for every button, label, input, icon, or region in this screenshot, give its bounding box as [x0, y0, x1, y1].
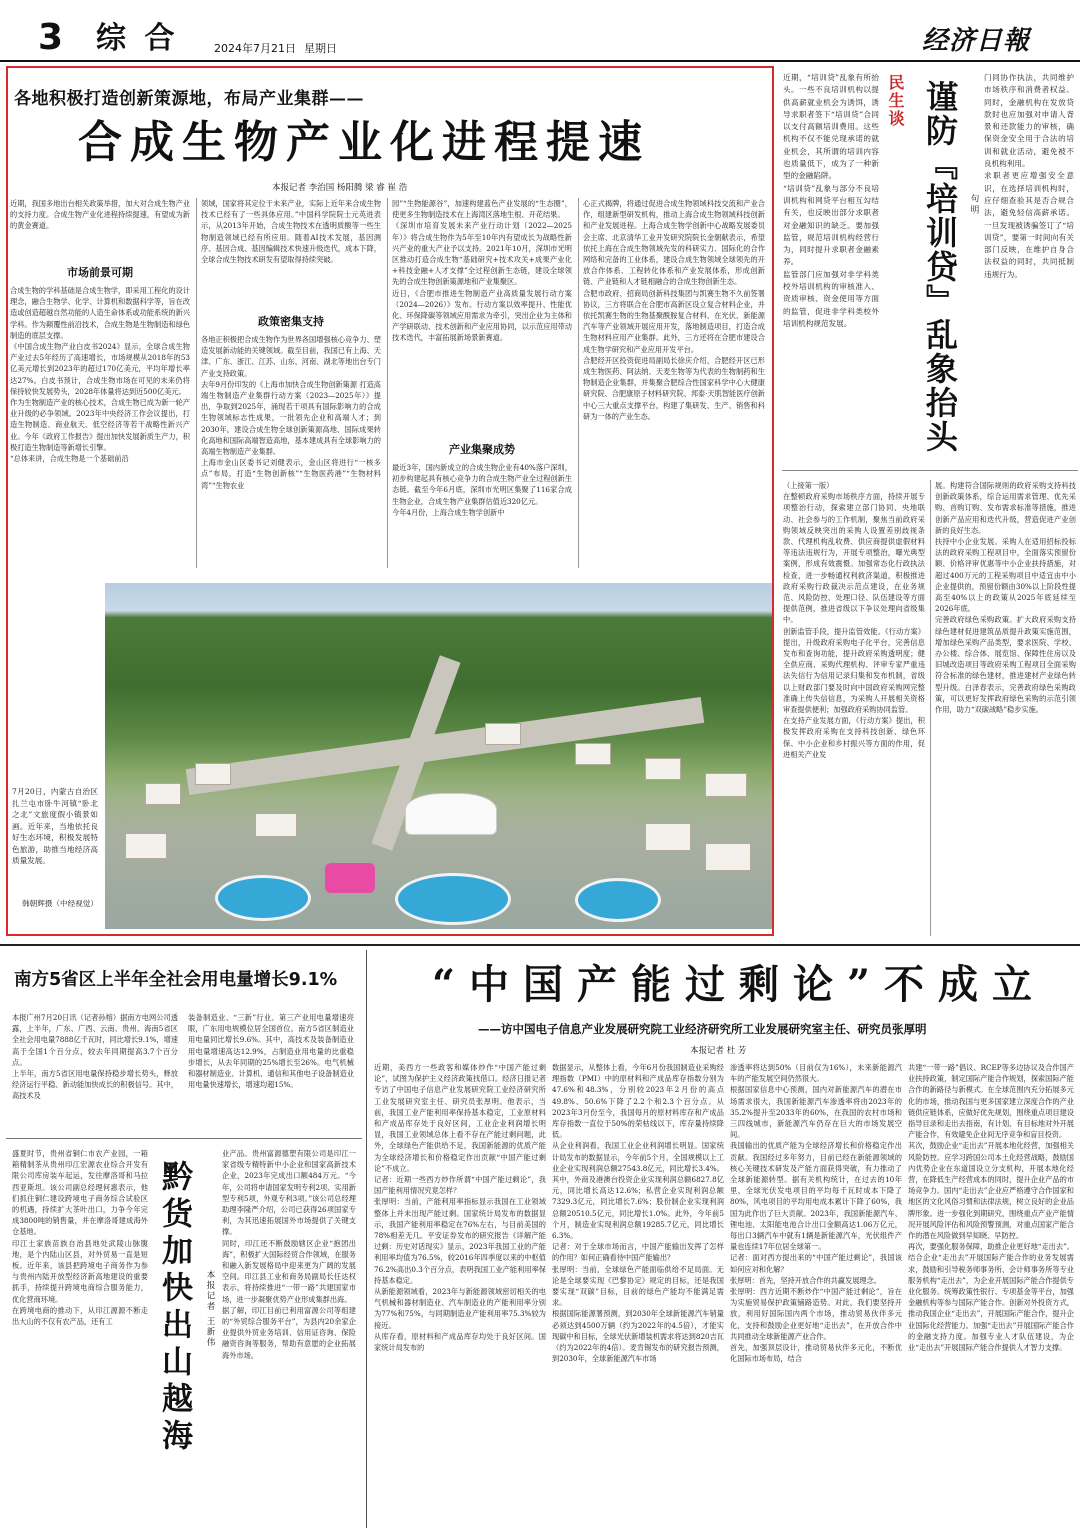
lead-column-2-intro: 领域，国家将其定位于未来产业，实际上近年来合成生物技术已经有了一些具体应用。”中国科学院院士元英进表示，从2013年开始，合成生物技术在透明质酸等一些生物制造领域已经有所应用。随着AI技术发展，基因测序、基因合成、基因编辑技术快速升级迭代，成本下降，全球合成生物技术研发有望取得持续突破。	[201, 199, 381, 265]
inflatable-slide	[325, 863, 375, 893]
opinion-column-b: 门同协作执法，共同维护市场秩序和消费者权益。同时，金融机构在发放贷款时也应加强对申请人背景和还款能力的审核，确保资金安全用于合法的培训和就业活动，避免被不良机构利用。 求职者更应增强安全意识，在选择培训机构时，应仔细查验其是否合规合法，避免轻信高薪承诺。一旦发现被诱骗签订了“培训贷”，要第一时间向有关部门反映，在维护自身合法权益的同时，共同抵制违规行为。	[984, 73, 1074, 279]
section-rule	[6, 1138, 362, 1139]
lead-column-3-intro: 园”“生物能源谷”，加速构建蓝色产业发展的“生态圈”，使更多生物制造技术在上海湾区落地生根、开花结果。 《深圳市培育发展未来产业行动计划（2022—2025年）》将合成生物作为5年至10年内有望成长为战略性新兴产业的重大产业予以支持。2021年10月，深圳市光明区推动打造合成生物“基础研究+技术攻关+成果产业化+科技金融+人才支撑”全过程创新生态链，建设全球领先的合成生物创新策源地和产业集聚区。 近日，《合肥市推进生物制造产业高质量发展行动方案（2024—2026）》发布。行动方案以效率提升、性能优化、环保降碳等领域应用需求为牵引，突出企业为主体和产学研联动、技术创新和产业应用协同，以示范应用带动技术迭代，丰富拓展新场景新赛道。	[392, 199, 572, 343]
cabin	[705, 773, 747, 797]
masthead-rule	[0, 60, 1080, 62]
column-divider	[930, 480, 931, 936]
interview-subtitle: ——访中国电子信息产业发展研究院工业经济研究所工业发展研究室主任、研究员张厚明	[478, 1022, 927, 1036]
interview-column-b: 数据显示，从整体上看，今年6月份我国制造业采购经理指数（PMI）中的原材料和产成品库存指数分别为47.6%和48.3%，分别较2023年2月份的高点49.8%、50.6%下降了2.2个和2.3个百分点。从2023年3月份至今，我国每月的原材料库存和产成品库存指数一直位于50%的荣枯线以下，库存量持续降低。 从企业利润看，我国工业企业利润增长明显。国家统计局发布的数据显示，今年前5个月，全国规模以上工业企业实现利润总额27543.8亿元，同比增长3.4%。其中，外商及港澳台投资企业实现利润总额6827.8亿元，同比增长高达12.6%；私营企业实现利润总额7329.3亿元，同比增长7.6%；股份制企业实现利润总额20510.5亿元，同比增长1.0%。此外，今年前5个月，制造业实现利润总额19285.7亿元，同比增长6.3%。 记者：对于全球市场而言，中国产能输出发挥了怎样的作用？如何正确看待中国产能输出？ 张厚明：当前，全球绿色产能面临供给不足局面。无论是全球要实现《巴黎协定》规定的目标，还是我国要实现“双碳”目标，目前的绿色产能均不能满足需求。 根据国际能源署预测，到2030年全球新能源汽车销量必须达到4500万辆（约为2022年的4.5倍），才能实现碳中和目标，全球光伏新增装机需求将达到820吉瓦（约为2022年的4倍）。麦肯锡发布的研究报告预测，到2030年，全球新能源汽车市场	[552, 1063, 724, 1364]
cabin	[255, 813, 297, 837]
cabin	[125, 833, 167, 859]
issue-weekday: 星期日	[304, 42, 337, 55]
interview-column-c: 渗透率将达到50%（目前仅为16%），未来新能源汽车的产能发展空间仍然很大。 根据国家信息中心预测，国内对新能源汽车的潜在市场需求很大，我国新能源汽车渗透率将由2023年的35.2%提升至2033年的60%，在我国的农村市场和三四线城市，新能源汽车仍存在巨大的市场发展空间。 我国输出的优质产能为全球经济增长和价格稳定作出贡献。我国经过多年努力，目前已经在新能源领域的核心关键技术研发及产能方面获得突破，有力推动了全球新能源转型。据有关机构统计，在过去的10年里，全球光伏发电项目的平均每千瓦时成本下降了80%，风电项目的平均用电成本累计下降了60%，我国为此作出了巨大贡献。2023年，我国新能源汽车、锂电池、太阳能电池合计出口金额高达1.06万亿元，每出口3辆汽车中就有1辆是新能源汽车，光伏组件产量也连续17年位居全球第一。 记者：面对西方提出来的“中国产能过剩论”，我国该如何应对和化解？ 张厚明：首先，坚持开放合作的共赢发展理念。 张厚明：西方近期不断炒作“中国产能过剩论”，旨在为实施贸易保护政策铺路造势。对此，我们要坚持开放，利用好国际国内两个市场，推动贸易伙伴多元化，支持和鼓励企业更好地“走出去”，在开放合作中共同推动全球新能源产业合作。 首先，加强顶层设计，推动贸易伙伴多元化，不断优化国际市场布局，结合	[730, 1063, 902, 1364]
guizhou-headline: 黔货加快出山越海	[156, 1160, 192, 1456]
lead-subhead-3: 产业集聚成势	[449, 443, 515, 456]
photo-caption: 7月20日，内蒙古自治区扎兰屯市卧牛河镇“卧北之北”文旅度假小镇景如画。近年来，当地依托良好生态环境，积极发展特色旅游，助推当地经济高质量发展。	[12, 787, 98, 865]
column-divider	[578, 198, 579, 568]
interview-headline: “中国产能过剩论”不成立	[432, 961, 1047, 1008]
cabin	[645, 758, 681, 780]
inflatable-pool	[215, 875, 311, 921]
interview-column-d: 共建“一带一路”倡议、RCEP等多边协议及合作国产业扶持政策，制定国际产能合作规划，探索国际产能合作的新路径与新模式。在全球范围内充分拓展多元化的市场，推动我国与更多国家建立深度合作的产业链供应链体系，应做好优先规划，围绕重点项目建设指导目录和走出去指南，有计划、有目标地对外开展产能合作，有效避免企业间无序竞争和盲目投资。 其次，鼓励企业“走出去”开展本地化经营，加强相关风险防控。应学习跨国公司本土化经营战略，鼓励国内优势企业在东道国设立分支机构，开展本地化经营，在降低生产经营成本的同时，提升企业产品的市场竞争力。国内“走出去”企业应严格遵守合作国家和地区的文化风俗习惯和法律法规，树立良好的企业品牌形象。进一步强化到期研究，围绕重点产业产能情况开展风险评估和风险预警预测，对重点国家产能合作的潜在风险做到早知晓、早防控。 再次，要强化服务保障，助推企业更好地“走出去”。结合企业“走出去”开展国际产能合作的业务发展需求，鼓励和引导税务师事务所、会计师事务所等专业服务机构“走出去”，为企业开展国际产能合作提供专业化服务。统筹政策性银行、专项基金等平台，加强金融机构等参与国际产能合作。创新对外投资方式，推动我国企业“走出去”，开展国际产能合作，提升企业国际化经营能力。加强“走出去”开展国际产能合作的金融支持力度。加强专业人才队伍建设，为企业“走出去”开展国际产能合作提供人才智力支撑。	[908, 1063, 1074, 1353]
procurement-column-b: 展。构建符合国际规则的政府采购支持科技创新政策体系，综合运用需求管理、优先采购、首购订购、发布需求标准等措施，推进创新产品应用和迭代升级，营造促进产业创新的良好生态。 扶持中小企业发展。采购人在适用招标投标法的政府采购工程项目中，全面落实预留份额、价格评审优惠等中小企业扶持措施，对超过400万元的工程采购项目中适宜由中小企业提供的，预留份额由30%以上阶段性提高至40%以上的政策从2025年底延续至2026年底。 完善政府绿色采购政策。扩大政府采购支持绿色建材促进建筑品质提升政策实施范围，增加绿色采购产品类型，要求医院、学校、办公楼、综合体、展览馆、保障性住房以及旧城改造项目等政府采购工程项目全面采购符合标准的绿色建材，推进建材产业绿色转型升级。白泽春表示，完善政府绿色采购政策，可以更好发挥政府绿色采购的示范引领作用，助力“双碳战略”稳步实施。	[935, 481, 1076, 715]
power-column-b: 装备制造业、“三新”行业、第三产业用电量增速亮眼，广东用电规模位居全国首位。南方5省区制造业用电量同比增长9.6%。其中，高技术及装备制造业用电量增速高达12.9%，占制造业用电量的比重稳步增长，从去年同期的25%增长至26%。电气机械和器材制造业、计算机、通信和其他电子设备制造业用电量快速增长，增速均超15%。	[188, 1013, 354, 1090]
tent-pavilion	[405, 793, 497, 835]
lead-column-1-intro: 近期，我国多地出台相关政策举措，加大对合成生物产业的支持力度。合成生物产业化进程持续提速，有望成为新的黄金赛道。	[10, 199, 190, 231]
lead-subhead-1: 市场前景可期	[67, 266, 133, 279]
cabin	[575, 743, 611, 765]
opinion-headline: 谨防『培训贷』乱象抬头	[921, 80, 959, 454]
paper-logo: 经济日報	[922, 26, 1031, 56]
cabin	[145, 783, 181, 805]
procurement-column-a: （上接第一版） 在整顿政府采购市场秩序方面，持续开展专项整治行动，探索建立部门协同、央地联动、社会参与的工作机制，聚焦当前政府采购领域反映突出的采购人设置差别歧视条款、代理机构乱收费、供应商提供虚假材料等违法违规行为，开展专项整治，曝光典型案例，形成有效震慑。加强常态化行政执法检查，进一步畅通权利救济渠道，积极推进政府采购行政裁决示范点建设，在业务规范、风险防控、处理口径、队伍建设等方面提供范例，推进省级以下争议处理向省级集中。 创新监管手段，提升监管效能。《行动方案》提出，升级政府采购电子化平台，完善信息发布和查询功能，提升政府采购透明度；健全供应商、采购代理机构、评审专家严重违法失信行为信用记录归集和发布机制，省级以上财政部门要及时向中国政府采购网完整准确上传失信信息，为采购人开展相关资格审查提供便利；加强政府采购协同监管。 在支持产业发展方面，《行动方案》提出，积极发挥政府采购在支持科技创新、绿色环保、中小企业和乡村振兴等方面的作用，促进相关产业发	[783, 481, 925, 759]
cabin	[195, 763, 231, 785]
page-number: 3	[38, 17, 64, 58]
guizhou-column-b: 业产品。贵州富源德塑有限公司是印江一家省级专精特新中小企业和国家高新技术企业，2023年完成出口额484万元。“今年，公司将申请国家发明专利2项、实用新型专利5项，外观专利3项。”该公司总经理助理李隆严介绍，公司已获得26项国家专利，为其迅速拓展国外市场提供了关键支撑。 同时，印江还不断鼓励辖区企业“抱团出海”，积极扩大国际经贸合作领域，在服务和融入新发展格局中迎来更为广阔的发展空间。印江县工业和商务局副局长任达权表示，将持续推进“一带一路”共建国家市场，进一步凝聚优势产业形成集群出海。 据了解，印江目前已利用富源公司等组建的“外贸综合服务平台”，为县内20余家企业提供外贸业务培训、信用证咨询、保险融资咨询等服务，帮助有意愿的企业拓展海外市场。	[222, 1149, 356, 1360]
cabin	[645, 823, 691, 851]
column-divider	[196, 198, 197, 568]
lead-byline: 本报记者 李治国 杨阳腾 梁 睿 崔 浩	[272, 183, 408, 193]
section-rule	[782, 470, 1078, 471]
opinion-column-a: 近期，“培训贷”乱象有所抬头。一些不良培训机构以提供高薪就业机会为诱饵，诱导求职者签下“培训贷”合同以支付高额培训费用。这些机构不仅不能兑现承诺的就业机会，其所谓的培训内容也质量低下，成为了一种新型的金融陷阱。 “培训贷”乱象与部分不良培训机构和网贷平台相互勾结有关，也反映出部分求职者对金融知识的缺乏。要加强监管，规范培训机构经营行为，同时提升求职者金融素养。 监管部门应加强对非学科类校外培训机构的审核准入、资质审核、资金使用等方面的监管，促进非学科类校外培训机构规范发展。	[783, 73, 879, 328]
interview-column-a: 近期，美西方一些政客和媒体炒作“中国产能过剩论”，试图为保护主义经济政策找借口。经济日报记者专访了中国电子信息产业发展研究院工业经济研究所工业发展研究室主任、研究员张厚明。他表示，当前，我国工业产能利用率保持基本稳定，工业原材料和产成品库存处于良好区间，工业企业利润增长明显，我国工业领域总体上看不存在产能过剩问题，此外，全球绿色产能供给不足，我国新能源的优质产能为全球经济增长和价格稳定作出贡献“中国产能过剩论”不成立。 记者：近期一些西方炒作所谓“中国产能过剩论”，我国产能利用情况究竟怎样？ 张厚明：当前，产能利用率指标显示我国在工业领域整体上并未出现产能过剩。国家统计局发布的数据显示，我国产能利用率稳定在76%左右，与目前美国的78%相差无几。平安证券发布的研究报告《详解产能过剩：历史对话现实》显示，2023年我国工业的产能利用率均值为76.5%，较2016年四季度以来的中枢值76.2%高出0.3个百分点，表明我国工业产能利用率保持基本稳定。 从新能源领域看，2023年与新能源领域密切相关的电气机械和器材制造业、汽车制造业的产能利用率分别为77%和75%，与同期制造业产能利用率75.3%较为接近。 从库存看，原材料和产成品库存均处于良好区间。国家统计局发布的	[374, 1063, 546, 1353]
section-rule	[0, 944, 1080, 946]
cabin	[485, 723, 521, 745]
inflatable-pool	[575, 878, 661, 922]
power-column-a: 本报广州7月20日讯（记者孙榕）据南方电网公司透露，上半年，广东、广西、云南、贵州、海南5省区全社会用电量7888亿千瓦时，同比增长9.1%，增速高于全国1个百分点，较去年同期提高3.7个百分点。 上半年，南方5省区用电量保持稳步增长势头，释放经济运行平稳、新动能加快成长的积极信号。其中，高技术及	[12, 1013, 178, 1101]
lead-subhead-2: 政策密集支持	[258, 315, 324, 328]
resort-aerial-photo	[105, 583, 772, 929]
opinion-column-label: 民生谈	[886, 74, 905, 128]
interview-byline: 本报记者 杜 芳	[690, 1046, 747, 1056]
guizhou-column-a: 盛夏时节，贵州省铜仁市农产业园，一箱箱精制茶从贵州印江宏源农业综合开发有限公司库房装车起运，发往摩洛哥和马拉西亚斯坦。该公司副总经理何惠表示，他们抓住铜仁建设跨境电子商务综合试验区的机遇，持续扩大茶叶出口，力争今年完成3800吨的销售量，并在摩洛哥建成海外仓基地。 印江土家族苗族自治县地处武陵山脉腹地，是个内陆山区县，对外贸易一直是短板。近年来，该县把跨境电子商务作为参与贵州内陆开放型经济新高地建设的重要抓手，持续提升跨境电商综合服务能力，优化营商环境。 在跨境电商的推动下，从印江源源不断走出大山的不仅有农产品，还有工	[12, 1149, 148, 1327]
section-divider	[366, 950, 367, 1528]
lead-column-2-body: 各地正积极把合成生物作为世界各国增强核心竞争力、塑造发展新动能的关键领域。截至目前，我国已有上海、天津、广东、浙江、江苏、山东、河南、湖北等地出台专门产业支持政策。 去年9月份印发的《上海市加快合成生物创新策源 打造高端生物制造产业集群行动方案（2023—2025年）》提出，争取到2025年，涌现若干项具有国际影响力的合成生物领域标志性成果，一批领先企业和高端人才；到2030年，建设合成生物全球创新策源高地、国际成果转化高地和国际高端智造高地，基本建成具有全球影响力的高端生物制造产业集群。 上海市金山区委书记刘健表示，金山区将进行“一核多点”布局，打造“生物创新核”“生物医药港”“生物材料湾”“生物农业	[201, 335, 381, 490]
power-headline: 南方5省区上半年全社会用电量增长9.1%	[14, 970, 338, 990]
lead-column-1-body: 合成生物的学科基础是合成生物学，即采用工程化的设计理念，融合生物学、化学、计算机和数据科学等，旨在改造或创造超越自然功能的人造生命体系或功能系统的新兴学科。作为颠覆性前沿技术，合成生物是生物制造和绿色制造的底层支撑。 《中国合成生物产业白皮书2024》显示，全球合成生物产业过去5年经历了高速增长，市场规模从2018年的53亿美元增长到2023年的超过170亿美元，平均年增长率达27%。白皮书预计，合成生物市场在可见的未来仍将保持较快发展势头，2028年体量将达到近500亿美元。 作为生物制造产业的核心技术，合成生物已成为新一轮产业升级的必争领域。2023年中央经济工作会议提出，打造生物制造、商业航天、低空经济等若干战略性新兴产业。今年《政府工作报告》提出加快发展新质生产力，积极打造生物制造等新增长引擎。 “总体来讲，合成生物是一个基础前沿	[10, 286, 190, 464]
section-name: 综 合	[96, 21, 179, 56]
lead-headline: 合成生物产业化进程提速	[78, 117, 650, 168]
lead-column-3-body: 最近3年，国内新成立的合成生物企业有40%落户深圳，初步构建起具有核心竞争力的合成生物产业全过程创新生态链。截至今年6月底，深圳市光明区集聚了116家合成生物企业，合成生物产业集群估值近320亿元。 今年4月份，上海合成生物学创新中	[392, 463, 572, 517]
road-graphic	[186, 697, 705, 795]
opinion-author: 句 明	[969, 194, 979, 214]
guizhou-byline: 本报记者 王新伟	[205, 1270, 215, 1349]
issue-date: 2024年7月21日	[214, 42, 296, 55]
inflatable-pool	[395, 873, 511, 925]
photo-credit: 韩朝辉摄（中经视觉）	[22, 899, 98, 908]
lead-kicker: 各地积极打造创新策源地，布局产业集群——	[14, 89, 364, 109]
lead-column-4: 心正式揭牌，将通过促进合成生物领域科技交流和产业合作，组建新型研发机构，推动上海合成生物领域科技创新和产业发展进程。上海合成生物学创新中心战略发展委员会主席、北京清华工业开发研究院院长金朝献表示，希望依托上海在合成生物领域先发的科研实力、国际化的合作网络和完备的工业体系，建设合成生物领域全球领先的开放合作体系、工程转化体系和产业发展体系，形成创新链、产业链和人才链相融合的合成生物创新生态。 合肥市政府、招商局创新科技集团与凯赛生物不久前签署协议，三方将联合在合肥市高新区设立复合材料企业，并依托凯赛生物的生物基聚酰胺复合材料、在光伏、新能源汽车等产业领域开展应用开发，落地制造项目，打造合成生物材料应用产业集群。此外，三方还将在合肥市建设合成生物学研究和产业应用开发平台。 合肥经开区投资促进局副局长徐庆介绍，合肥经开区已形成生物医药、阿法纳、天麦生物等为代表的生物制药和生物制造企业集群，并集聚合肥综合性国家科学中心大健康研究院、合肥康原子材料研究院、邦泰·天肌智能医疗创新中心三大重点支撑平台，构建了集研发、生产、销售和科研为一体的产业生态。	[583, 199, 765, 421]
column-divider	[387, 198, 388, 568]
cabin	[705, 843, 751, 871]
